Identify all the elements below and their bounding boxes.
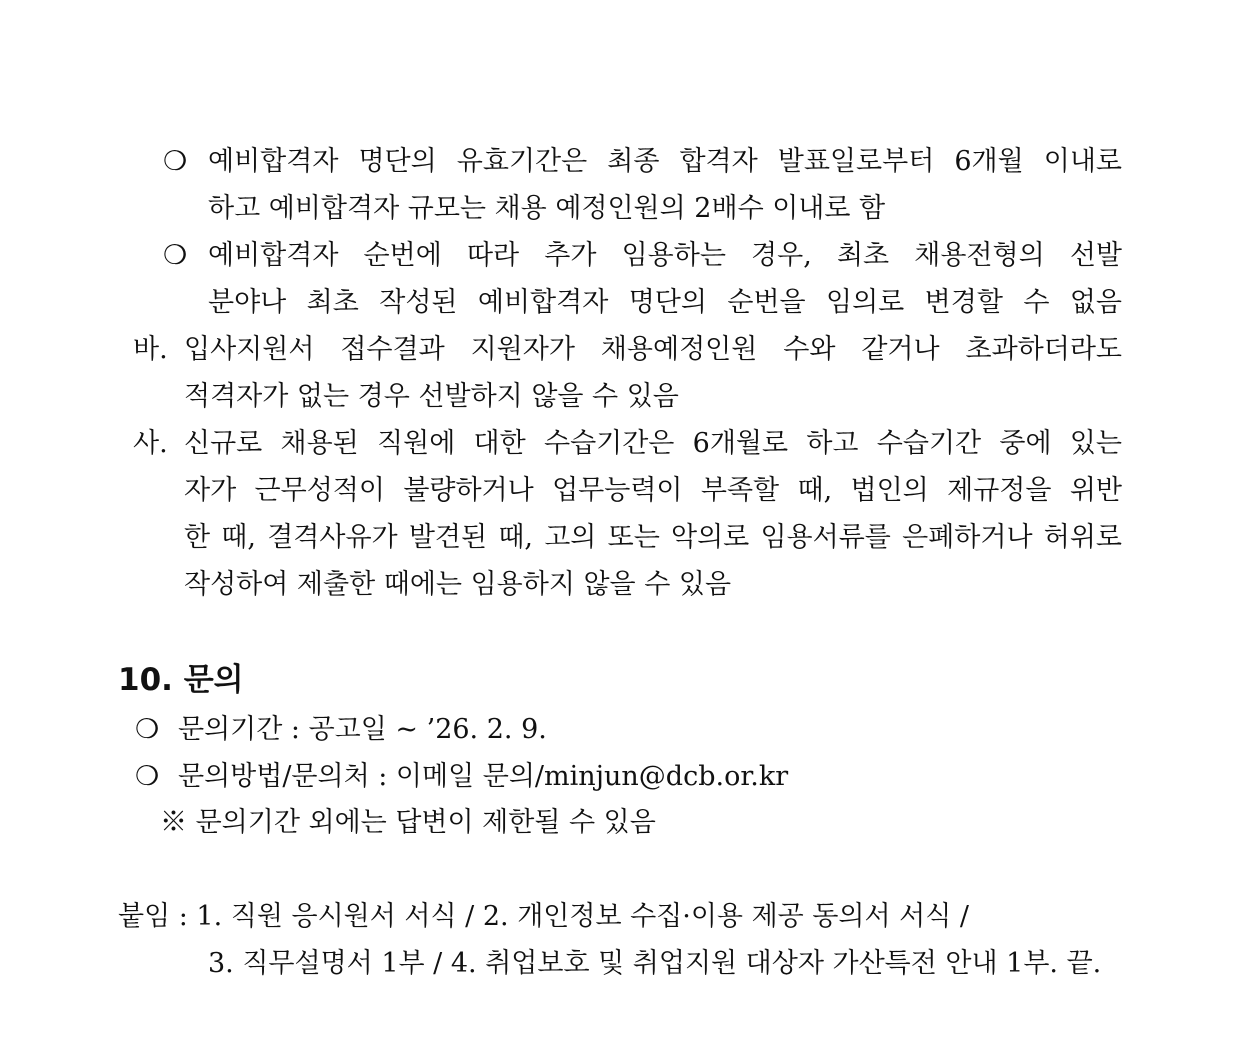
section-heading: 10. 문의 (118, 662, 244, 698)
attachments-line: 3. 직무설명서 1부 / 4. 취업보호 및 취업지원 대상자 가산특전 안내 1부. 끝. (208, 948, 1102, 979)
list-marker: 바. (133, 334, 168, 365)
paragraph-line: 작성하여 제출한 때에는 임용하지 않을 수 있음 (184, 569, 732, 600)
inquiry-period: 문의기간 : 공고일 ~ ’26. 2. 9. (178, 714, 547, 745)
paragraph-line: 자가 근무성적이 불량하거나 업무능력이 부족할 때, 법인의 제규정을 위반 (184, 475, 1122, 506)
bullet-circle-icon: ❍ (163, 240, 188, 271)
paragraph-line: 예비합격자 순번에 따라 추가 임용하는 경우, 최초 채용전형의 선발 (208, 240, 1122, 271)
bullet-circle-icon: ❍ (135, 761, 160, 792)
paragraph-line: 한 때, 결격사유가 발견된 때, 고의 또는 악의로 임용서류를 은폐하거나 허위로 (184, 522, 1122, 553)
paragraph-line: 입사지원서 접수결과 지원자가 채용예정인원 수와 같거나 초과하더라도 (184, 334, 1122, 365)
paragraph-line: 하고 예비합격자 규모는 채용 예정인원의 2배수 이내로 함 (208, 193, 886, 224)
paragraph-line: 적격자가 없는 경우 선발하지 않을 수 있음 (184, 381, 679, 412)
paragraph-line: 신규로 채용된 직원에 대한 수습기간은 6개월로 하고 수습기간 중에 있는 (184, 428, 1122, 459)
list-marker: 사. (133, 428, 168, 459)
attachments-line: 붙임 : 1. 직원 응시원서 서식 / 2. 개인정보 수집·이용 제공 동의서 서식 / (118, 901, 970, 932)
inquiry-method: 문의방법/문의처 : 이메일 문의/minjun@dcb.or.kr (178, 761, 789, 792)
paragraph-line: 분야나 최초 작성된 예비합격자 명단의 순번을 임의로 변경할 수 없음 (208, 287, 1122, 318)
inquiry-note: ※ 문의기간 외에는 답변이 제한될 수 있음 (160, 807, 656, 838)
bullet-circle-icon: ❍ (163, 146, 188, 177)
bullet-circle-icon: ❍ (135, 714, 160, 745)
paragraph-line: 예비합격자 명단의 유효기간은 최종 합격자 발표일로부터 6개월 이내로 (208, 146, 1122, 177)
